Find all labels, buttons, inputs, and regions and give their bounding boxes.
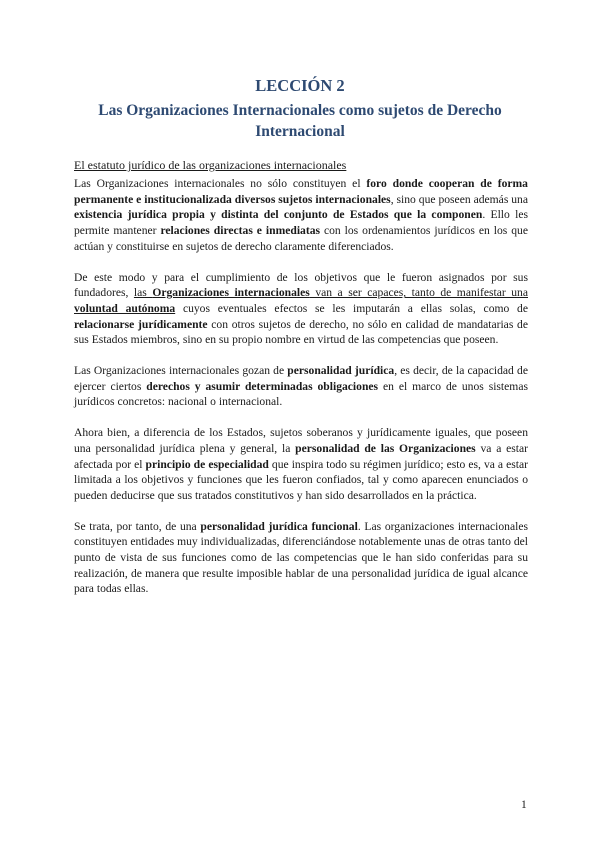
p2-underline-2: van a ser capaces, tanto de manifestar una bbox=[309, 286, 528, 300]
p5-bold-1: personalidad jurídica funcional bbox=[200, 519, 358, 533]
p4-text-1: Ahora bien, a diferencia de los Estados, sujetos soberanos y jurídicamente iguales, que poseen una personalidad jurídica plena y general, la bbox=[74, 426, 528, 455]
lesson-heading: LECCIÓN 2 bbox=[255, 76, 345, 95]
p4-text-2: va a estar afectada por el bbox=[74, 441, 529, 471]
p4-text-3: que inspira todo su régimen jurídico; esto es, va a estar limitada a los objetivos y funciones que les fueron confiados, tal y como aparecen enunciados o pueden deducirse que sus tratados constitutivos y han sido desarrollados en la práctica. bbox=[74, 457, 528, 502]
p4-bold-1: personalidad de las Organizaciones bbox=[295, 441, 476, 455]
p3-text-3: en el marco de unos sistemas jurídicos concretos: nacional o internacional. bbox=[74, 379, 528, 409]
p1-text-4: con los ordenamientos jurídicos en los que actúan y constituirse en sujetos de derecho claramente diferenciados. bbox=[74, 224, 528, 253]
p1-bold-3: relaciones directas e inmediatas bbox=[160, 224, 321, 238]
p3-text-1: Las Organizaciones internacionales gozan de bbox=[74, 364, 288, 378]
p1-text-2: , sino que poseen además una bbox=[390, 192, 528, 206]
p4-bold-2: principio de especialidad bbox=[145, 457, 269, 471]
p5-text-1: Se trata, por tanto, de una bbox=[74, 519, 201, 533]
p2-bold-1: relacionarse jurídicamente bbox=[74, 317, 208, 331]
p1-bold-1: foro donde cooperan de forma permanente e institucionalizada diversos sujetos internacionales bbox=[74, 177, 528, 206]
paragraph-1 bbox=[74, 176, 528, 255]
section-heading: El estatuto jurídico de las organizaciones internacionales bbox=[74, 158, 347, 172]
p1-bold-2: existencia jurídica propia y distinta del conjunto de Estados que la componen bbox=[74, 208, 483, 222]
document-body bbox=[74, 158, 528, 612]
p2-underline-1: las bbox=[133, 286, 153, 300]
paragraph-2 bbox=[74, 270, 528, 349]
document-title: Las Organizaciones Internacionales como sujetos de Derecho Internacional bbox=[98, 102, 502, 140]
p2-underline-bold-1: Organizaciones internacionales bbox=[152, 286, 310, 300]
p2-text-3: con otros sujetos de derecho, no sólo en calidad de mandatarias de sus Estados miembros, sino en su propio nombre en virtud de las competencias que poseen. bbox=[74, 317, 528, 347]
page-number: 1 bbox=[521, 799, 527, 811]
paragraph-5 bbox=[74, 519, 528, 598]
p2-underline-bold-2: voluntad autónoma bbox=[74, 301, 176, 315]
p3-bold-1: personalidad jurídica bbox=[287, 364, 395, 378]
paragraph-3 bbox=[74, 363, 528, 410]
p1-text-3: . Ello les permite mantener bbox=[74, 208, 528, 238]
p3-bold-2: derechos y asumir determinadas obligaciones bbox=[146, 379, 379, 393]
p2-text-1: De este modo y para el cumplimiento de los objetivos que le fueron asignados por sus fundadores, bbox=[74, 270, 528, 300]
p2-text-2: cuyos eventuales efectos se les imputarán a ellas solas, como de bbox=[175, 301, 529, 315]
p5-text-2: . Las organizaciones internacionales constituyen entidades muy individualizadas, diferenciándose notablemente unas de otras tanto del punto de vista de sus funciones como de las competencias que le han sido conferidas para su realización, de manera que resulte imposible hablar de una personalidad jurídica de igual alcance para todas ellas. bbox=[74, 519, 529, 596]
paragraph-4 bbox=[74, 425, 528, 504]
p3-text-2: , es decir, de la capacidad de ejercer ciertos bbox=[74, 364, 528, 393]
p1-text-1: Las Organizaciones internacionales no sólo constituyen el bbox=[74, 177, 367, 190]
